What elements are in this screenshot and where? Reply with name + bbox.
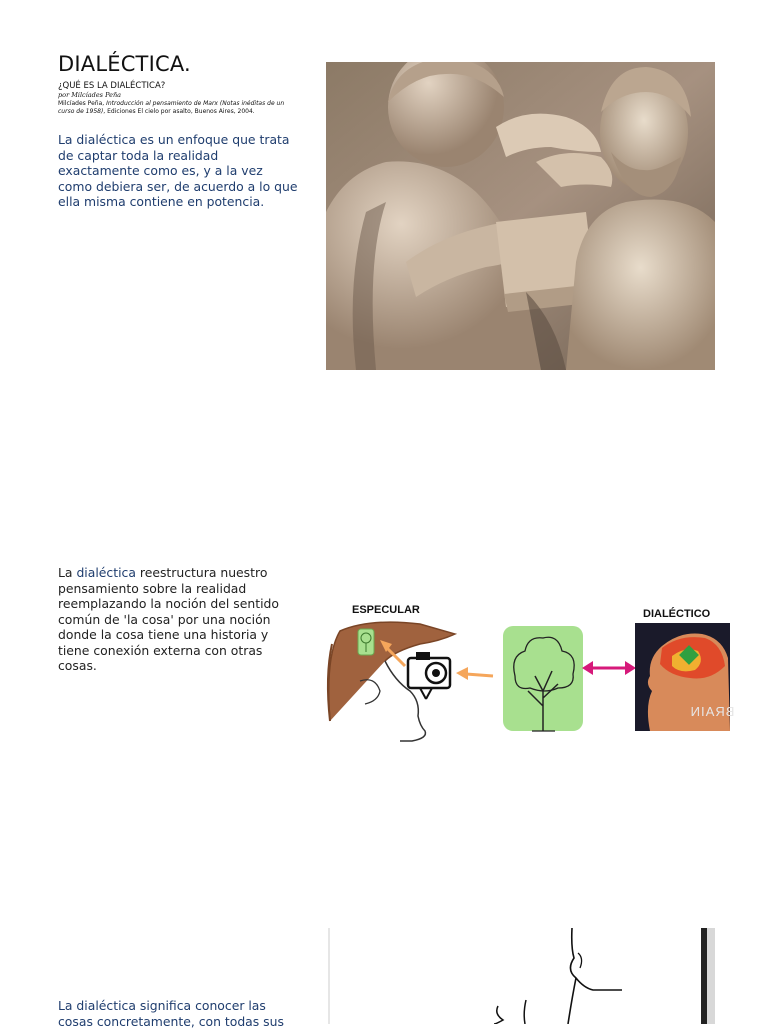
specular-vs-dialectic-diagram — [300, 596, 750, 751]
brain-icon — [635, 623, 734, 731]
citation — [58, 100, 298, 116]
relief-sculpture-photo — [326, 62, 715, 370]
citation-name: Milcíades Peña, — [58, 100, 107, 107]
camera-icon — [408, 652, 450, 699]
tree-icon — [503, 626, 583, 731]
brain-word: BRAIN — [689, 704, 735, 719]
subtitle: ¿QUÉ ES LA DIALÉCTICA? — [58, 81, 166, 91]
citation-publisher: , Ediciones El cielo por asalto, Buenos Aires, 2004. — [103, 108, 255, 115]
p2-start: La — [58, 565, 77, 580]
author-line: por Milcíades Peña — [58, 91, 122, 99]
concrete-paragraph: La dialéctica significa conocer las cosas concretamente, con todas sus — [58, 998, 284, 1029]
page-title: DIALÉCTICA. — [58, 52, 191, 76]
line-sketch-image — [328, 928, 718, 1024]
p2-highlight: dialéctica — [76, 565, 136, 580]
label-dialectico: DIALÉCTICO — [643, 608, 711, 620]
p2-rest: reestructura nuestro pensamiento sobre la realidad reemplazando la noción del sentido común de 'la cosa' por una noción donde la cosa tiene una historia y tiene conexión externa con otras cosas. — [58, 565, 279, 673]
label-especular: ESPECULAR — [352, 604, 420, 616]
citation-work: Introducción al pensamiento de Marx (Notas inéditas de un curso de 1958) — [58, 100, 285, 115]
restructure-paragraph — [58, 565, 293, 674]
intro-paragraph: La dialéctica es un enfoque que trata de captar toda la realidad exactamente como es, y a la vez como debiera ser, de acuerdo a lo que ella misma contiene en potencia. — [58, 132, 298, 209]
